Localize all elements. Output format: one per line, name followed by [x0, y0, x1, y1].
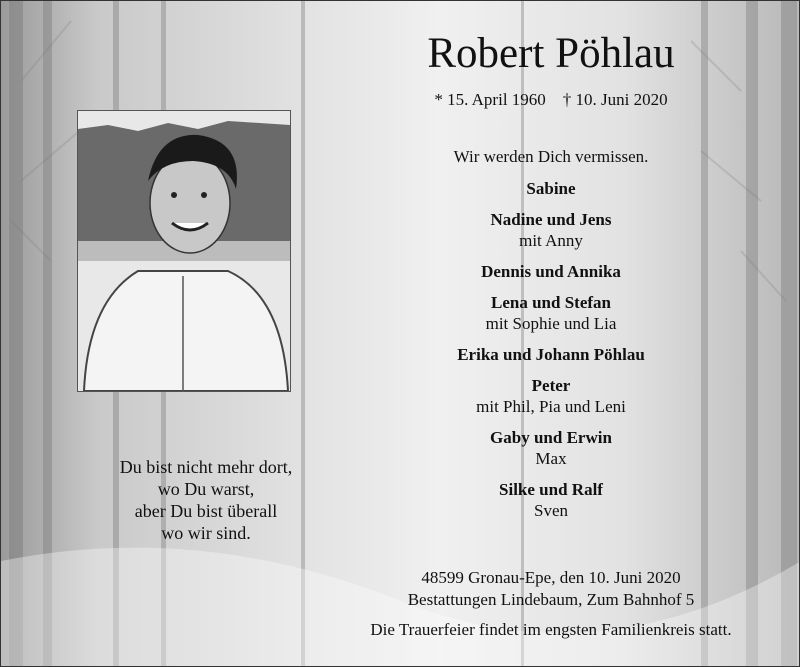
deceased-name: Robert Pöhlau — [427, 30, 675, 77]
mourner-children: mit Sophie und Lia — [485, 314, 617, 333]
quote-line: wo wir sind. — [161, 523, 251, 543]
death-date: † 10. Juni 2020 — [562, 90, 668, 109]
quote-line: wo Du warst, — [157, 479, 255, 499]
mourner-group — [391, 292, 711, 334]
ceremony-note: Die Trauerfeier findet im engsten Familienkreis statt. — [370, 620, 732, 639]
mourner-names: Nadine und Jens — [490, 210, 612, 229]
portrait-photo — [77, 110, 291, 392]
mourner-children: Max — [535, 449, 567, 468]
mourner-group — [391, 344, 711, 365]
footer-info — [331, 567, 771, 641]
intro-text: Wir werden Dich vermissen. — [453, 147, 649, 166]
quote-line: aber Du bist überall — [134, 501, 278, 521]
life-dates — [381, 90, 721, 110]
memorial-quote — [41, 456, 371, 544]
mourner-names: Silke und Ralf — [499, 480, 603, 499]
mourner-names: Peter — [531, 376, 571, 395]
mourner-group — [391, 209, 711, 251]
mourner-names: Lena und Stefan — [491, 293, 611, 312]
mourner-children: mit Phil, Pia und Leni — [476, 397, 626, 416]
mourner-group — [391, 261, 711, 282]
mourner-names: Dennis und Annika — [481, 262, 621, 281]
mourners-list — [391, 146, 711, 531]
mourner-group — [391, 427, 711, 469]
funeral-home: Bestattungen Lindebaum, Zum Bahnhof 5 — [407, 590, 695, 609]
place-date: 48599 Gronau-Epe, den 10. Juni 2020 — [421, 568, 681, 587]
mourner-group — [391, 178, 711, 199]
mourner-names: Gaby und Erwin — [490, 428, 612, 447]
birth-date: * 15. April 1960 — [434, 90, 546, 109]
mourner-children: Sven — [534, 501, 568, 520]
mourner-names: Sabine — [526, 179, 576, 198]
mourner-group — [391, 375, 711, 417]
quote-line: Du bist nicht mehr dort, — [119, 457, 293, 477]
mourner-names: Erika und Johann Pöhlau — [457, 345, 645, 364]
mourner-children: mit Anny — [519, 231, 583, 250]
mourner-group — [391, 479, 711, 521]
